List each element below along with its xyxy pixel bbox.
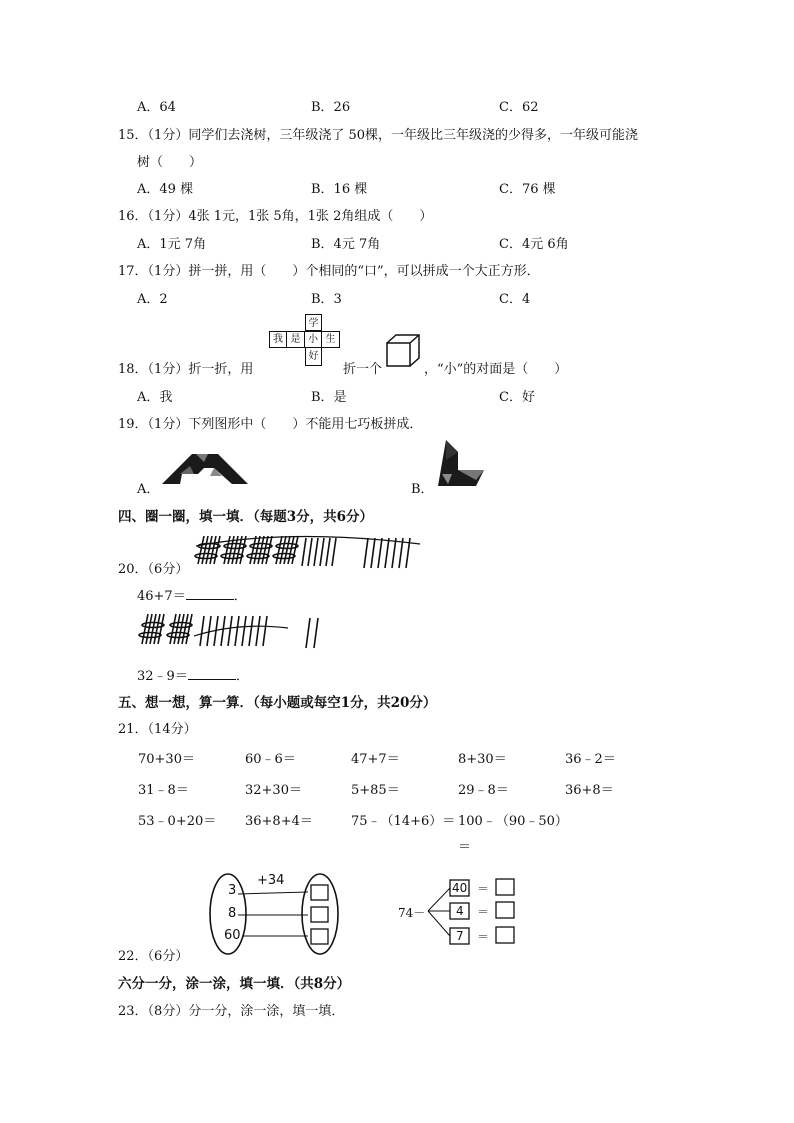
q14-option-a: A．64 bbox=[137, 100, 176, 115]
q17-text: 17．（1分）拼一拼，用（ ）个相同的“口”，可以拼成一个大正方形． bbox=[118, 264, 540, 279]
q18-text-suffix: ，“小”的对面是（ ） bbox=[424, 362, 568, 377]
q21-item-r2c4: 29﹣8＝ bbox=[458, 783, 509, 798]
q22-oval-number-3: 60 bbox=[224, 928, 241, 943]
q20-blank-1[interactable] bbox=[186, 587, 234, 600]
cube-net-figure bbox=[269, 314, 341, 368]
q14-option-b: B．26 bbox=[311, 100, 351, 115]
q21-item-r2c3: 5+85＝ bbox=[351, 783, 400, 798]
q22-oval-number-2: 8 bbox=[228, 906, 237, 921]
q18-option-c: C．好 bbox=[499, 390, 535, 405]
q21-item-r3c4: 100﹣（90﹣50） bbox=[458, 814, 568, 829]
q21-item-r1c4: 8+30＝ bbox=[458, 752, 507, 767]
q21-item-r3c4-tail: ＝ bbox=[458, 840, 472, 855]
q17-option-b: B．3 bbox=[311, 292, 342, 307]
q19-option-a: A． bbox=[137, 482, 160, 497]
q22-tree-leaf-2: 4 bbox=[456, 904, 464, 918]
q20-eq2-text: 32﹣9＝ bbox=[137, 669, 188, 684]
q20-eq2-period: ． bbox=[235, 669, 249, 684]
q21-item-r2c5: 36+8＝ bbox=[565, 783, 614, 798]
q22-oval-number-1: 3 bbox=[228, 883, 237, 898]
q16-option-b: B．4元 7角 bbox=[311, 237, 381, 252]
q19-text: 19．（1分）下列图形中（ ）不能用七巧板拼成． bbox=[118, 417, 423, 432]
q18-text-middle: 折一个 bbox=[343, 362, 383, 377]
q20-blank-2[interactable] bbox=[188, 667, 236, 680]
tangram-figure-a bbox=[160, 446, 250, 486]
q18-option-a: A．我 bbox=[137, 390, 173, 405]
q16-option-a: A．1元 7角 bbox=[137, 237, 207, 252]
q23-text: 23．（8分）分一分，涂一涂，填一填． bbox=[118, 1004, 345, 1019]
q21-item-r3c1: 53﹣0+20＝ bbox=[138, 814, 217, 829]
stick-bundles-figure-2 bbox=[138, 608, 328, 652]
q22-tree-equals-3: ＝ bbox=[477, 930, 490, 944]
q21-item-r1c5: 36﹣2＝ bbox=[565, 752, 616, 767]
q21-item-r3c2: 36+8+4＝ bbox=[245, 814, 313, 829]
q20-eq1-text: 46+7＝ bbox=[137, 589, 186, 604]
cube-figure bbox=[386, 334, 420, 368]
q15-option-c: C．76 棵 bbox=[499, 182, 556, 197]
q14-option-c: C．62 bbox=[499, 100, 539, 115]
q18-text-prefix: 18．（1分）折一折，用 bbox=[118, 362, 254, 377]
q20-label: 20．（6分） bbox=[118, 562, 189, 577]
q17-option-c: C．4 bbox=[499, 292, 531, 307]
net-cell-top: 学 bbox=[305, 314, 322, 331]
net-cell-1: 是 bbox=[287, 331, 305, 348]
q21-item-r2c2: 32+30＝ bbox=[245, 783, 302, 798]
q22-tree-leaf-3: 7 bbox=[456, 929, 464, 943]
q19-option-b: B． bbox=[411, 482, 434, 497]
q22-tree-equals-2: ＝ bbox=[477, 905, 490, 919]
section-6-heading: 六分一分，涂一涂，填一填．（共8分） bbox=[118, 976, 351, 992]
tangram-figure-b bbox=[436, 438, 488, 488]
q22-tree-root: 74－ bbox=[398, 906, 426, 920]
q22-tree-leaf-1: 40 bbox=[452, 881, 468, 895]
q16-text: 16．（1分）4张 1元，1张 5角，1张 2角组成（ ） bbox=[118, 209, 433, 224]
stick-bundles-figure-1 bbox=[192, 530, 422, 574]
q20-eq1-period: ． bbox=[233, 589, 247, 604]
q22-label: 22．（6分） bbox=[118, 949, 189, 964]
q15-option-b: B．16 棵 bbox=[311, 182, 368, 197]
q22-operator: +34 bbox=[257, 873, 285, 888]
net-cell-3: 生 bbox=[322, 331, 340, 348]
net-cell-2: 小 bbox=[305, 331, 322, 348]
net-cell-bottom: 好 bbox=[305, 348, 322, 366]
q15-text-cont: 树（ ） bbox=[137, 155, 203, 170]
q16-option-c: C．4元 6角 bbox=[499, 237, 569, 252]
q21-item-r1c1: 70+30＝ bbox=[138, 752, 195, 767]
q21-item-r1c3: 47+7＝ bbox=[351, 752, 400, 767]
q15-text: 15．（1分）同学们去浇树，三年级浇了 50棵，一年级比三年级浇的少得多，一年级可能浇 bbox=[118, 128, 638, 143]
q15-option-a: A．49 棵 bbox=[137, 182, 194, 197]
q20-equation-1 bbox=[137, 585, 247, 604]
q21-item-r2c1: 31﹣8＝ bbox=[138, 783, 189, 798]
net-cell-0: 我 bbox=[269, 331, 287, 348]
section-5-heading: 五、想一想，算一算．（每小题或每空1分，共20分） bbox=[118, 695, 437, 711]
q17-option-a: A．2 bbox=[137, 292, 168, 307]
q21-item-r3c3: 75﹣（14+6）＝ bbox=[351, 814, 456, 829]
section-4-heading: 四、圈一圈，填一填．（每题3分，共6分） bbox=[118, 509, 374, 525]
q22-tree-equals-1: ＝ bbox=[477, 882, 490, 896]
q21-item-r1c2: 60﹣6＝ bbox=[245, 752, 296, 767]
q18-option-b: B．是 bbox=[311, 390, 347, 405]
q20-equation-2 bbox=[137, 665, 249, 684]
q21-label: 21．（14分） bbox=[118, 722, 197, 737]
